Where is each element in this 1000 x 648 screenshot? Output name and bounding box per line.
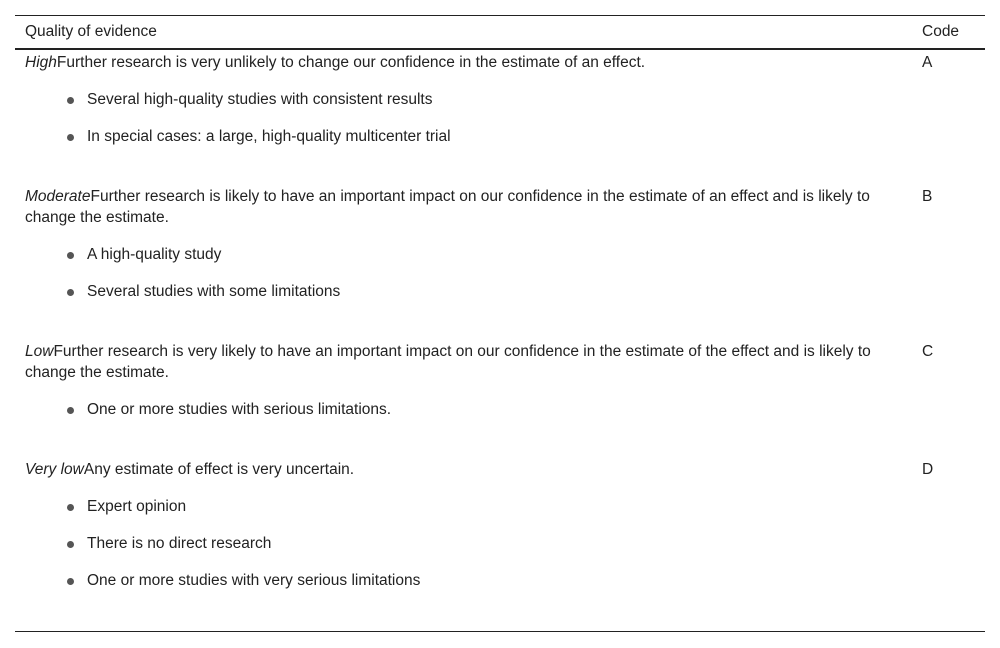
list-item <box>25 533 902 554</box>
quality-text: Further research is very likely to have an important impact on our confidence in the estimate of the effect and is likely to change the estimate. <box>25 343 871 381</box>
quality-description <box>25 341 902 383</box>
list-item-text: Several studies with some limitations <box>87 283 341 300</box>
bullet-icon <box>67 289 74 296</box>
table-row <box>15 52 985 147</box>
quality-text: Any estimate of effect is very uncertain. <box>83 461 355 478</box>
table-row <box>15 459 985 591</box>
list-item-text: There is no direct research <box>87 535 272 552</box>
table-header <box>15 16 985 50</box>
evidence-quality-table <box>15 15 985 591</box>
code-cell: D <box>922 461 934 478</box>
bullet-icon <box>67 578 74 585</box>
quality-description <box>25 186 902 228</box>
quality-cell <box>15 52 922 147</box>
header-quality-of-evidence: Quality of evidence <box>25 23 157 40</box>
code-cell: A <box>922 54 933 71</box>
list-item <box>25 496 902 517</box>
bullet-icon <box>67 504 74 511</box>
quality-level: Moderate <box>25 188 91 205</box>
header-code: Code <box>922 23 960 40</box>
table-row <box>15 186 985 302</box>
table-row <box>15 341 985 420</box>
quality-level: High <box>25 54 57 71</box>
code-cell: B <box>922 188 933 205</box>
criteria-list <box>25 244 902 302</box>
list-item-text: In special cases: a large, high-quality multicenter trial <box>87 128 451 145</box>
quality-cell <box>15 186 922 302</box>
list-item-text: A high-quality study <box>87 246 222 263</box>
list-item-text: One or more studies with very serious limitations <box>87 572 421 589</box>
list-item-text: One or more studies with serious limitations. <box>87 401 392 418</box>
criteria-list <box>25 496 902 591</box>
bullet-icon <box>67 134 74 141</box>
list-item <box>25 89 902 110</box>
criteria-list <box>25 399 902 420</box>
list-item <box>25 281 902 302</box>
bullet-icon <box>67 541 74 548</box>
bullet-icon <box>67 252 74 259</box>
bullet-icon <box>67 407 74 414</box>
list-item <box>25 399 902 420</box>
table-bottom-rule <box>15 631 985 632</box>
quality-text: Further research is very unlikely to change our confidence in the estimate of an effect. <box>56 54 646 71</box>
list-item <box>25 126 902 147</box>
list-item-text: Expert opinion <box>87 498 187 515</box>
quality-description <box>25 52 902 73</box>
code-cell: C <box>922 343 934 360</box>
list-item <box>25 570 902 591</box>
criteria-list <box>25 89 902 147</box>
quality-description <box>25 459 902 480</box>
quality-cell <box>15 459 922 591</box>
list-item-text: Several high-quality studies with consistent results <box>87 91 433 108</box>
quality-cell <box>15 341 922 420</box>
quality-text: Further research is likely to have an important impact on our confidence in the estimate of an effect and is likely to change the estimate. <box>25 188 870 226</box>
list-item <box>25 244 902 265</box>
bullet-icon <box>67 97 74 104</box>
quality-level: Low <box>25 343 54 360</box>
quality-level: Very low <box>25 461 84 478</box>
